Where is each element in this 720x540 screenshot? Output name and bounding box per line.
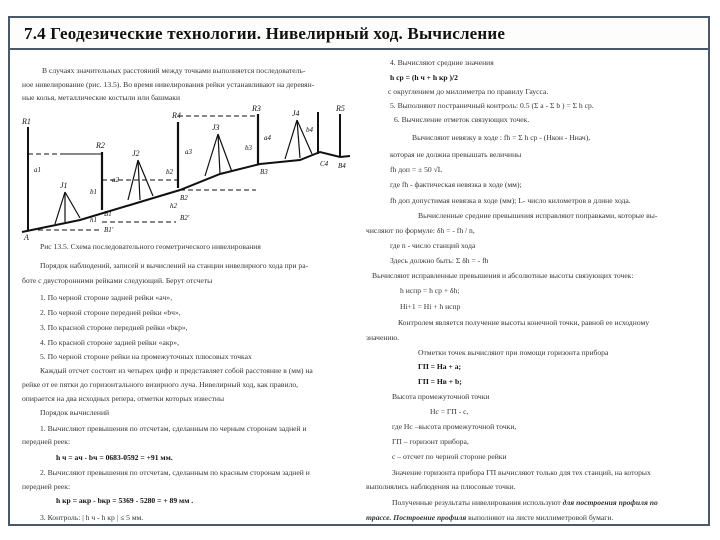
text-line: 5. Выполняют постраничный контроль: 0.5 (Σ a - Σ b ) = Σ h ср. [390,101,594,110]
step-item: 4. По красной стороне задней рейки «aкр», [40,338,179,347]
formula: ГП = Hа + a; [418,362,462,371]
calc-line: передней реек: [22,482,71,491]
text-line: которая не должна превышать величины [390,150,522,159]
intro-line: ное нивелирование (рис. 13.5). Во время нивелирования рейки устанавливают на деревян- [22,80,315,89]
text-line: с округлением до миллиметра по правилу Гаусса. [388,87,549,96]
step-item: 1. По черной стороне задней рейки «aч», [40,293,173,302]
text-line: Высота промежуточной точки [392,392,490,401]
figure-label: J3 [212,123,220,132]
figure-label: h2 [170,202,177,210]
formula: ГП = Hв + b; [418,377,462,386]
figure-label: J2 [132,149,140,158]
paragraph-line: опирается на два исходных репера, отметки которых известны [22,394,225,403]
text-line: выполнялись наблюдения на плюсовые точки. [366,482,516,491]
figure-label: A [24,233,29,242]
figure-label: b1 [90,188,97,196]
text-line: Отметки точек вычисляют при помощи горизонта прибора [418,348,609,357]
text-line: Вычисляют исправленные превышения и абсолютные высоты связующих точек: [372,271,634,280]
text-line: значению. [366,333,400,342]
formula-black-side: h ч = aч - bч = 0683-0592 = +91 мм. [56,453,173,462]
figure-label: R3 [252,104,261,113]
formula: h ср = (h ч + h кр )/2 [390,73,458,82]
final-line [392,498,658,507]
calc-line: передней реек: [22,437,71,446]
figure-label: B1 [104,210,112,218]
formula-red-side: h кр = aкр - bкр = 5369 - 5280 = + 89 мм . [56,496,194,505]
figure-label: h1 [90,216,97,224]
step-item: 5. По черной стороне рейки на промежуточных плюсовых точках [40,352,252,361]
order-line: Порядок наблюдений, записей и вычислений на станции нивелирного хода при ра- [40,261,309,270]
figure-label: R4 [172,111,181,120]
calc-line: 2. Вычисляют превышения по отсчетам, сделанным по красным сторонам задней и [40,468,310,477]
paragraph-line: рейке от ее пятки до горизонтального визирного луча. Нивелирный ход, как правило, [22,380,299,389]
figure-label: B3 [260,168,268,176]
formula: Здесь должно быть: Σ δh = - fh [390,256,489,265]
formula: fh доп = ± 50 √L [390,165,443,174]
step-item: 3. По красной стороне передней рейки «bкр», [40,323,188,332]
calc-heading: Порядок вычислений [40,408,110,417]
text-line: где Hс –высота промежуточной точки, [392,422,517,431]
control-formula: 3. Контроль: | h ч - h кр | ≤ 5 мм. [40,513,144,522]
final-text-emphasis: трассе. Построение профиля [366,513,467,522]
figure-label: a3 [185,148,192,156]
figure-label: a2 [112,176,119,184]
figure-label: R1 [22,117,31,126]
formula: h испр = h ср + δh; [400,286,460,295]
calc-line: 1. Вычисляют превышения по отсчетам, сделанным по черным сторонам задней и [40,424,307,433]
intro-line: В случаях значительных расстояний между точками выполняется последователь- [42,66,306,75]
formula: Вычисляют невязку в ходе : fh = Σ h ср - (Hкон - Hнач), [412,133,591,142]
figure-label: B2 [180,194,188,202]
text-line: Вычисленные средние превышения исправляют поправками, которые вы- [418,211,658,220]
figure-label: a1 [34,166,41,174]
text-line: Значение горизонта прибора ГП вычисляют только для тех станций, на которых [392,468,651,477]
figure-label: B2' [180,214,190,222]
paragraph-line: Каждый отсчет состоит из четырех цифр и представляет собой расстояние в (мм) на [40,366,313,375]
final-line [366,513,613,522]
figure-label: R2 [96,141,105,150]
formula: числяют по формуле: δh = - fh / n, [366,226,475,235]
text-line: где n - число станций хода [390,241,476,250]
step-item: 2. По черной стороне передней рейки «bч», [40,308,181,317]
figure-label: b2 [166,168,173,176]
text-line: 6. Вычисление отметок связующих точек. [394,115,530,124]
figure-label: C4 [320,160,329,168]
final-text-emphasis: для построения профиля по [562,498,658,507]
text-line: 4. Вычисляют средние значения [390,58,494,67]
formula: Hi+1 = Hi + h испр [400,302,461,311]
text-line: с – отсчет по черной стороне рейки [392,452,507,461]
figure-label: b4 [306,126,313,134]
figure-label: B1' [104,226,114,234]
figure-label: J1 [60,181,68,190]
figure-label: b3 [245,144,252,152]
figure-label: a4 [264,134,271,142]
final-text: выполняют на листе миллиметровой бумаги. [466,513,614,522]
title-bar [8,16,710,50]
figure-label: B4 [338,162,346,170]
figure-caption: Рис 13.5. Схема последовательного геометрического нивелирования [40,242,261,251]
figure-label: J4 [292,109,300,118]
intro-line: ные колья, металлические костыли или башмаки [22,93,181,102]
text-line: Контролем является получение высоты конечной точки, равной ее исходному [398,318,650,327]
text-line: fh доп допустимая невязка в ходе (мм); L- число километров в длине хода. [390,196,631,205]
leveling-scheme-figure [20,102,355,242]
formula: Hс = ГП - с, [430,407,469,416]
final-text: Полученные результаты нивелирования используют [392,498,563,507]
page-title: 7.4 Геодезические технологии. Нивелирный ход. Вычисление [24,24,506,43]
text-line: ГП – горизонт прибора, [392,437,469,446]
text-line: где fh - фактическая невязка в ходе (мм); [390,180,522,189]
order-line: боте с двусторонними рейками следующий. Берут отсчеты [22,276,213,285]
figure-label: R5 [336,104,345,113]
